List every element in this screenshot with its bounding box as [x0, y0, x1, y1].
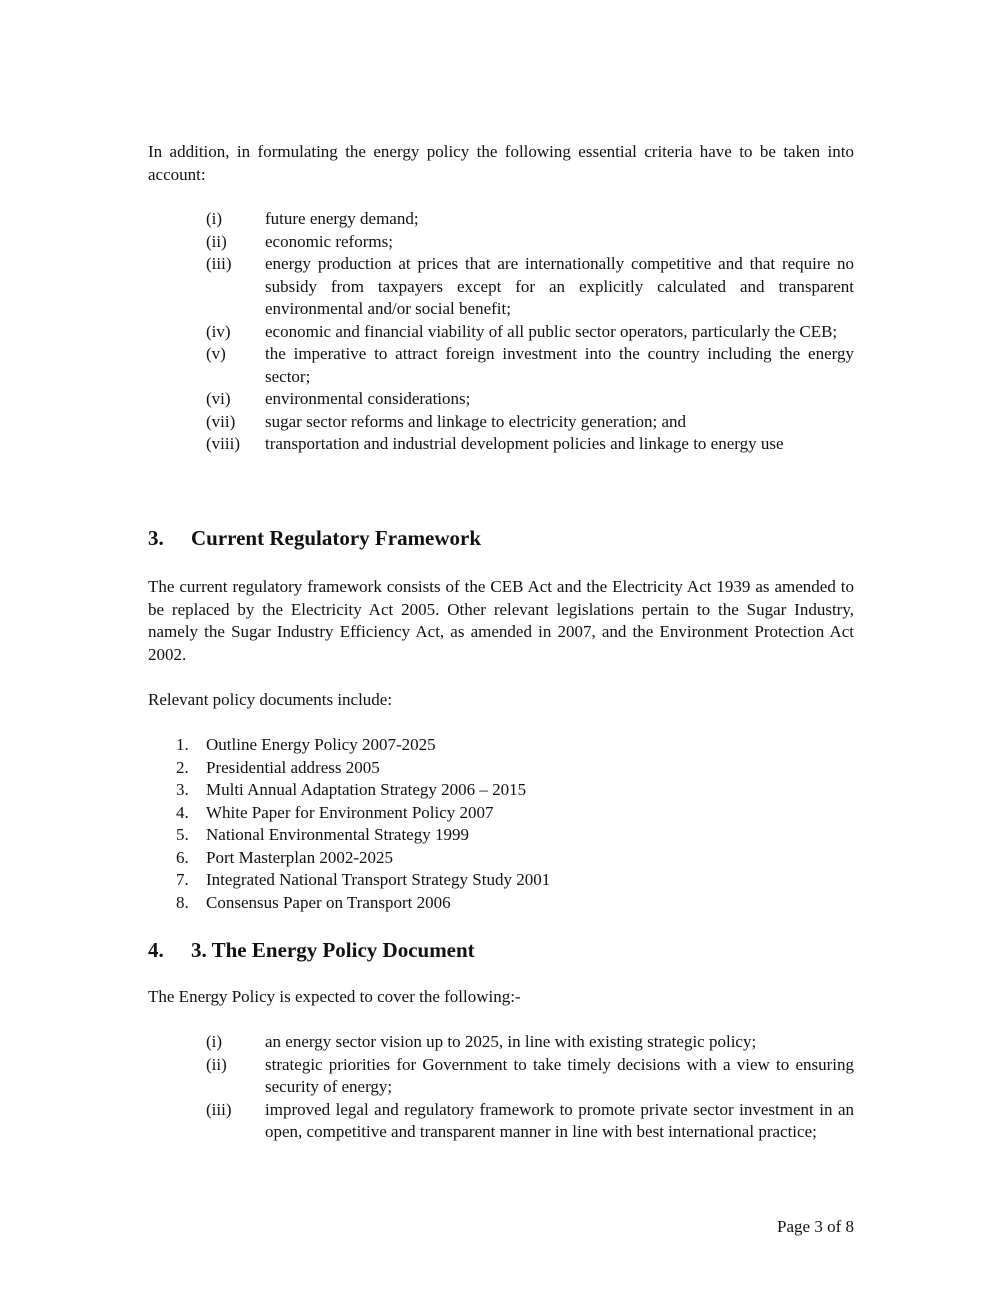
list-item: [148, 847, 854, 870]
list-item-number: 4.: [176, 802, 189, 822]
list-item-text: future energy demand;: [265, 209, 419, 228]
list-item: [148, 208, 854, 231]
list-item-number: 6.: [176, 847, 189, 867]
list-item: [148, 757, 854, 780]
list-item: [148, 892, 854, 915]
list-item-text: Multi Annual Adaptation Strategy 2006 – 2015: [206, 780, 527, 799]
list-item: [148, 734, 854, 757]
list-item: [148, 253, 854, 321]
list-item: [148, 1031, 854, 1054]
list-item-number: (ii): [206, 1054, 227, 1074]
list-item: [148, 321, 854, 344]
list-item-text: strategic priorities for Government to take timely decisions with a view to ensuring security of energy;: [265, 1054, 854, 1096]
list-item: [148, 1054, 854, 1099]
policy-documents-list: [148, 734, 854, 914]
energy-policy-list: [148, 1031, 854, 1144]
list-item-number: (ii): [206, 231, 227, 251]
list-item-number: 3.: [176, 780, 189, 799]
regulatory-paragraph: The current regulatory framework consists of the CEB Act and the Electricity Act 1939 as amended to be replaced by the Electricity Act 2005. Other relevant legislations pertain to the Sugar Industry, namely the Sugar Industry Efficiency Act, as amended in 2007, and the Environment Protection Act 2002.: [148, 577, 854, 664]
list-item-text: the imperative to attract foreign investment into the country including the energy sector;: [265, 344, 854, 386]
criteria-list: [148, 208, 854, 456]
list-item: [148, 779, 854, 802]
list-item: [148, 411, 854, 434]
list-item-number: (vi): [206, 389, 231, 408]
list-item-number: (vii): [206, 411, 236, 431]
policy-documents-intro: Relevant policy documents include:: [148, 690, 393, 709]
list-item-number: 5.: [176, 825, 189, 844]
list-item-text: environmental considerations;: [265, 389, 471, 408]
section-title: 3. The Energy Policy Document: [191, 938, 475, 962]
list-item-text: energy production at prices that are internationally competitive and that require no subsidy from taxpayers except for an explicitly calculated and transparent environmental and/or social benefit;: [265, 254, 854, 318]
section-number: 4.: [148, 938, 164, 962]
section-heading: [148, 524, 481, 552]
list-item-number: 8.: [176, 892, 189, 912]
section-number: 3.: [148, 526, 164, 550]
list-item: [148, 433, 854, 456]
energy-policy-intro: The Energy Policy is expected to cover the following:-: [148, 987, 521, 1006]
list-item-number: (iii): [206, 1099, 232, 1119]
list-item-text: improved legal and regulatory framework to promote private sector investment in an open, competitive and transparent manner in line with best international practice;: [265, 1099, 854, 1141]
list-item-number: (v): [206, 344, 226, 363]
list-item-text: Port Masterplan 2002-2025: [206, 847, 393, 867]
list-item-number: 2.: [176, 757, 189, 777]
list-item: [148, 802, 854, 825]
list-item-text: Outline Energy Policy 2007-2025: [206, 735, 436, 754]
list-item-text: transportation and industrial development policies and linkage to energy use: [265, 434, 784, 453]
list-item: [148, 1099, 854, 1144]
list-item-number: (viii): [206, 434, 240, 453]
intro-paragraph: In addition, in formulating the energy policy the following essential criteria have to be taken into account:: [148, 142, 854, 184]
list-item: [148, 388, 854, 411]
section-title: Current Regulatory Framework: [191, 526, 482, 550]
list-item-number: 1.: [176, 735, 189, 754]
list-item-number: (i): [206, 1032, 223, 1051]
list-item-text: White Paper for Environment Policy 2007: [206, 802, 494, 822]
list-item: [148, 824, 854, 847]
list-item-text: an energy sector vision up to 2025, in line with existing strategic policy;: [265, 1032, 757, 1051]
list-item-text: sugar sector reforms and linkage to electricity generation; and: [265, 411, 687, 431]
list-item-text: economic and financial viability of all public sector operators, particularly the CEB;: [265, 321, 838, 341]
list-item: [148, 343, 854, 388]
list-item: [148, 869, 854, 892]
list-item-number: (iii): [206, 254, 232, 273]
list-item-text: Integrated National Transport Strategy Study 2001: [206, 870, 551, 889]
list-item-number: (i): [206, 209, 223, 228]
section-heading: [148, 936, 475, 964]
list-item-number: (iv): [206, 321, 231, 341]
list-item-text: economic reforms;: [265, 231, 393, 251]
list-item-text: Consensus Paper on Transport 2006: [206, 892, 451, 912]
list-item-text: National Environmental Strategy 1999: [206, 825, 469, 844]
list-item-text: Presidential address 2005: [206, 757, 380, 777]
page-number: Page 3 of 8: [777, 1217, 854, 1236]
list-item-number: 7.: [176, 870, 189, 889]
list-item: [148, 231, 854, 254]
